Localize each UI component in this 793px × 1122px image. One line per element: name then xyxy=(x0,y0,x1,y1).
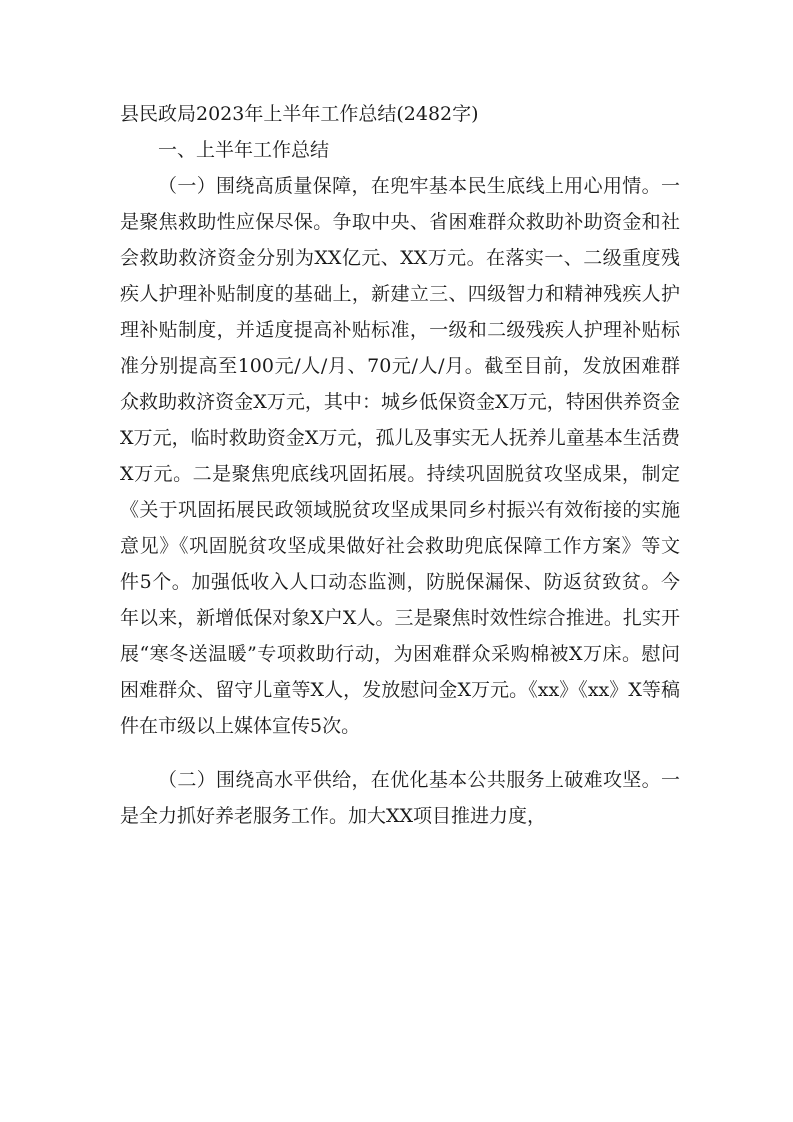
paragraph-2: （二）围绕高水平供给，在优化基本公共服务上破难攻坚。一是全力抓好养老服务工作。加大XX项目推进力度， xyxy=(120,769,680,827)
paragraph-spacer xyxy=(120,744,680,762)
paragraph-1: （一）围绕高质量保障，在兜牢基本民生底线上用心用情。一是聚焦救助性应保尽保。争取中央、省困难群众救助补助资金和社会救助救济资金分别为XX亿元、XX万元。在落实一、二级重度残疾人护理补贴制度的基础上，新建立三、四级智力和精神残疾人护理补贴制度，并适度提高补贴标准，一级和二级残疾人护理补贴标准分别提高至100元/人/月、70元/人/月。截至目前，发放困难群众救助救济资金X万元，其中：城乡低保资金X万元，特困供养资金X万元，临时救助资金X万元，孤儿及事实无人抚养儿童基本生活费X万元。二是聚焦兜底线巩固拓展。持续巩固脱贫攻坚成果，制定《关于巩固拓展民政领域脱贫攻坚成果同乡村振兴有效衔接的实施意见》《巩固脱贫攻坚成果做好社会救助兜底保障工作方案》等文件5个。加强低收入人口动态监测，防脱保漏保、防返贫致贫。今年以来，新增低保对象X户X人。三是聚焦时效性综合推进。扎实开展“寒冬送温暖”专项救助行动，为困难群众采购棉被X万床。慰问困难群众、留守儿童等X人，发放慰问金X万元。《xx》《xx》X等稿件在市级以上媒体宣传5次。 xyxy=(120,175,680,737)
document-title: 县民政局2023年上半年工作总结(2482字) xyxy=(120,103,479,125)
document-page xyxy=(120,96,680,834)
section-heading: 一、上半年工作总结 xyxy=(158,139,330,161)
